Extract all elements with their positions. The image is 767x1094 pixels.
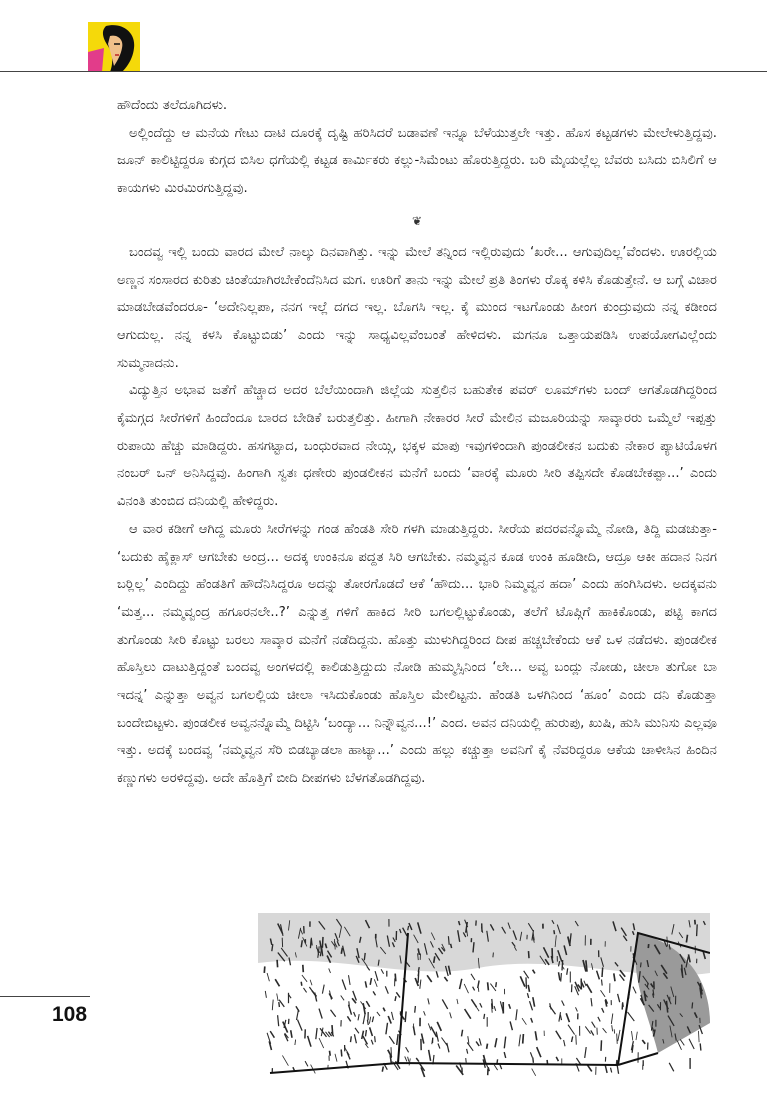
paragraph: ಅಲ್ಲಿಂದೆದ್ದು ಆ ಮನೆಯ ಗೇಟು ದಾಟಿ ದೂರಕ್ಕೆ ದೃಷ್ಟಿ ಹರಿಸಿದರೆ ಬಡಾವಣೆ ಇನ್ನೂ ಬೆಳೆಯುತ್ತಲೇ ಇತ್ತು. ಹೊಸ ಕಟ್ಟಡಗಳು ಮೇಲೇಳುತ್ತಿದ್ದವು. ಜೂನ್ ಕಾಲಿಟ್ಟಿದ್ದರೂ ಕುಗ್ಗದ ಬಿಸಿಲ ಧಗೆಯಲ್ಲಿ ಕಟ್ಟಡ ಕಾರ್ಮಿಕರು ಕಲ್ಲು-ಸಿಮೆಂಟು ಹೊರುತ್ತಿದ್ದರು. ಬರಿ ಮೈಯಲ್ಲೆಲ್ಲ ಬೆವರು ಬಸಿದು ಬಿಸಿಲಿಗೆ ಆ ಕಾಯಗಳು ಮಿರಮಿರಗುತ್ತಿದ್ದವು. — [117, 120, 717, 203]
paragraph: ವಿದ್ಯುತ್ತಿನ ಅಭಾವ ಜತೆಗೆ ಹೆಚ್ಚಾದ ಅದರ ಬೆಲೆಯಿಂದಾಗಿ ಜಿಲ್ಲೆಯ ಸುತ್ತಲಿನ ಬಹುತೇಕ ಪವರ್ ಲೂಮ್‌ಗಳು ಬಂದ್ ಆಗತೊಡಗಿದ್ದರಿಂದ ಕೈಮಗ್ಗದ ಸೀರೆಗಳಿಗೆ ಹಿಂದೆಂದೂ ಬಾರದ ಬೇಡಿಕೆ ಬರುತ್ತಲಿತ್ತು. ಹೀಗಾಗಿ ನೇಕಾರರ ಸೀರೆ ಮೇಲಿನ ಮಜೂರಿಯನ್ನು ಸಾವ್ಕಾರರು ಒಮ್ಮೆಲೆ ಇಪ್ಪತ್ತು ರುಪಾಯಿ ಹೆಚ್ಚು ಮಾಡಿದ್ದರು. ಹಸಗಟ್ಟಾದ, ಬಂಧುರವಾದ ನೇಯ್ಗಿ, ಭಕ್ಕಳ ಮಾಪು ಇವುಗಳಿಂದಾಗಿ ಪುಂಡಲೀಕನ ಬದುಕು ನೇಕಾರ ಪ್ಯಾಟಿಯೊಳಗ ನಂಬರ್ ಒನ್ ಅನಿಸಿದ್ದವು. ಹಿಂಗಾಗಿ ಸ್ವತಃ ಧಣೇರು ಪುಂಡಲೀಕನ ಮನೆಗೆ ಬಂದು ‘ವಾರಕ್ಕೆ ಮೂರು ಸೀರಿ ತಪ್ಪಿಸದೇ ಕೊಡಬೇಕಪ್ಪಾ...’ ಎಂದು ವಿನಂತಿ ತುಂಬಿದ ದನಿಯಲ್ಲಿ ಹೇಳಿದ್ದರು. — [117, 377, 717, 516]
story-body — [117, 92, 717, 793]
page-number: 108 — [52, 1003, 87, 1027]
header-rule — [0, 71, 767, 72]
section-break-ornament-icon: ❦ — [117, 203, 717, 239]
paragraph: ಹೌದೆಂದು ತಲೆದೂಗಿದಳು. — [117, 92, 717, 120]
paragraph: ಆ ವಾರ ಕಡೀಗೆ ಆಗಿದ್ದ ಮೂರು ಸೀರೆಗಳನ್ನು ಗಂಡ ಹೆಂಡತಿ ಸೇರಿ ಗಳಗಿ ಮಾಡುತ್ತಿದ್ದರು. ಸೀರೆಯ ಪದರವನ್ನೊಮ್ಮೆ ನೋಡಿ, ತಿದ್ದಿ ಮಡಚುತ್ತಾ- ‘ಬದುಕು ಹೈಕ್ಲಾಸ್ ಆಗಬೇಕು ಅಂದ್ರ... ಅದಕ್ಕ ಉಂಕಿನೂ ಪದ್ದತ ಸಿರಿ ಆಗಬೇಕು. ನಮ್ಮವ್ವನ ಕೂಡ ಉಂಕಿ ಹೂಡೀದಿ, ಆದ್ರೂ ಆಕೀ ಹದಾನ ನಿನಗ ಬರ್‍ಲಿಲ್ಲ’ ಎಂದಿದ್ದು ಹೆಂಡತಿಗೆ ಹೌದೆನಿಸಿದ್ದರೂ ಅದನ್ನು ತೋರಗೊಡದೆ ಆಕೆ ‘ಹೌದು... ಭಾರಿ ನಿಮ್ಮವ್ವನ ಹದಾ’ ಎಂದು ಹಂಗಿಸಿದಳು. ಅದಕ್ಕವನು ‘ಮತ್ತ... ನಮ್ಮವ್ವಂದ್ರ ಹಗೂರನಲೇ..?’ ಎನ್ನುತ್ತ ಗಳಿಗೆ ಹಾಕಿದ ಸೀರಿ ಬಗಲಲ್ಲಿಟ್ಟುಕೊಂಡು, ತಲೆಗೆ ಟೊಪ್ಗಿಗೆ ಹಾಕಿಕೊಂಡು, ಪಟ್ಟಿ ಕಾಗದ ತುಗೊಂಡು ಸೀರಿ ಕೊಟ್ಟು ಬರಲು ಸಾವ್ಕಾರ ಮನೆಗೆ ನಡೆದಿದ್ದನು. ಹೊತ್ತು ಮುಳುಗಿದ್ದರಿಂದ ದೀಪ ಹಚ್ಚಬೇಕೆಂದು ಆಕೆ ಒಳ ನಡೆದಳು. ಪುಂಡಲೀಕ ಹೊಸ್ತಿಲು ದಾಟುತ್ತಿದ್ದಂತೆ ಬಂದವ್ವ ಅಂಗಳದಲ್ಲಿ ಕಾಲಿಡುತ್ತಿದ್ದುದು ನೋಡಿ ಹುಮ್ಮಸ್ಸಿನಿಂದ ‘ಲೇ... ಅವ್ವ ಬಂದ್ಲು ನೋಡು, ಚೀಲಾ ತುಗೋ ಬಾ ಇದನ್ನ’ ಎನ್ನುತ್ತಾ ಅವ್ವನ ಬಗಲಲ್ಲಿಯ ಚೀಲಾ ಇಸಿದುಕೊಂಡು ಹೊಸ್ತಿಲ ಮೇಲಿಟ್ಟನು. ಹೆಂಡತಿ ಒಳಗಿನಿಂದ ‘ಹೂಂ’ ಎಂದು ದನಿ ಕೊಡುತ್ತಾ ಬಂದೇಬಿಟ್ಟಳು. ಪುಂಡಲೀಕ ಅವ್ವನನ್ನೊಮ್ಮೆ ದಿಟ್ಟಿಸಿ ‘ಬಂದ್ಯಾ... ನಿನ್ನೌವ್ವನ...!’ ಎಂದ. ಅವನ ದನಿಯಲ್ಲಿ ಹುರುಪು, ಖುಷಿ, ಹುಸಿ ಮುನಿಸು ಎಲ್ಲವೂ ಇತ್ತು. ಅದಕ್ಕೆ ಬಂದವ್ವ ‘ನಮ್ಮವ್ವನ ಸೆರಿ ಬಿಡಬ್ಯಾಡಲಾ ಹಾಟ್ಯಾ...’ ಎಂದು ಹಲ್ಲು ಕಚ್ಚುತ್ತಾ ಅವನಿಗೆ ಕೈ ನೆವರಿದ್ದರೂ ಆಕೆಯ ಚಾಳೀಸಿನ ಹಿಂದಿನ ಕಣ್ಣುಗಳು ಅರಳಿದ್ದವು. ಅದೇ ಹೊತ್ತಿಗೆ ಬೀದಿ ದೀಪಗಳು ಬೆಳಗತೊಡಗಿದ್ದವು. — [117, 516, 717, 793]
footer-rule — [0, 996, 90, 997]
paragraph: ಬಂದವ್ವ ಇಲ್ಲಿ ಬಂದು ವಾರದ ಮೇಲೆ ನಾಲ್ಕು ದಿನವಾಗಿತ್ತು. ಇನ್ನು ಮೇಲೆ ತನ್ನಿಂದ ಇಲ್ಲಿರುವುದು ‘ಖರೇ... ಆಗುವುದಿಲ್ಲ’ವೆಂದಳು. ಊರಲ್ಲಿಯ ಅಣ್ಣನ ಸಂಸಾರದ ಕುರಿತು ಚಿಂತೆಯಾಗಿರಬೇಕೆಂದೆನಿಸಿದ ಮಗ. ಊರಿಗೆ ತಾನು ಇನ್ನು ಮೇಲೆ ಪ್ರತಿ ತಿಂಗಳು ರೊಕ್ಕ ಕಳಿಸಿ ಕೊಡುತ್ತೇನೆ. ಆ ಬಗ್ಗೆ ವಿಚಾರ ಮಾಡಬೇಡವೆಂದರೂ- ‘ಅದೇನಿಲ್ಲಪಾ, ನನಗ ಇಲ್ಲೆ ದಗದ ಇಲ್ಲ. ಬೊಗಸಿ ಇಲ್ಲ. ಕೈ ಮುಂದ ಇಟಗೊಂಡು ಹೀಂಗ ಕುಂದ್ರುವುದು ನನ್ನ ಕಡೀಂದ ಆಗುದುಲ್ಲ. ನನ್ನ ಕಳಸಿ ಕೊಟ್ಟುಬಿಡು’ ಎಂದು ಇನ್ನು ಸಾಧ್ಯವಿಲ್ಲವೆಂಬಂತೆ ಹೇಳಿದಳು. ಮಗನೂ ಒತ್ತಾಯಪಡಿಸಿ ಉಪಯೋಗವಿಲ್ಲೆಂದು ಸುಮ್ಮನಾದನು. — [117, 239, 717, 378]
woman-profile-logo-icon — [88, 22, 140, 72]
ink-sketch-illustration — [258, 913, 710, 1090]
